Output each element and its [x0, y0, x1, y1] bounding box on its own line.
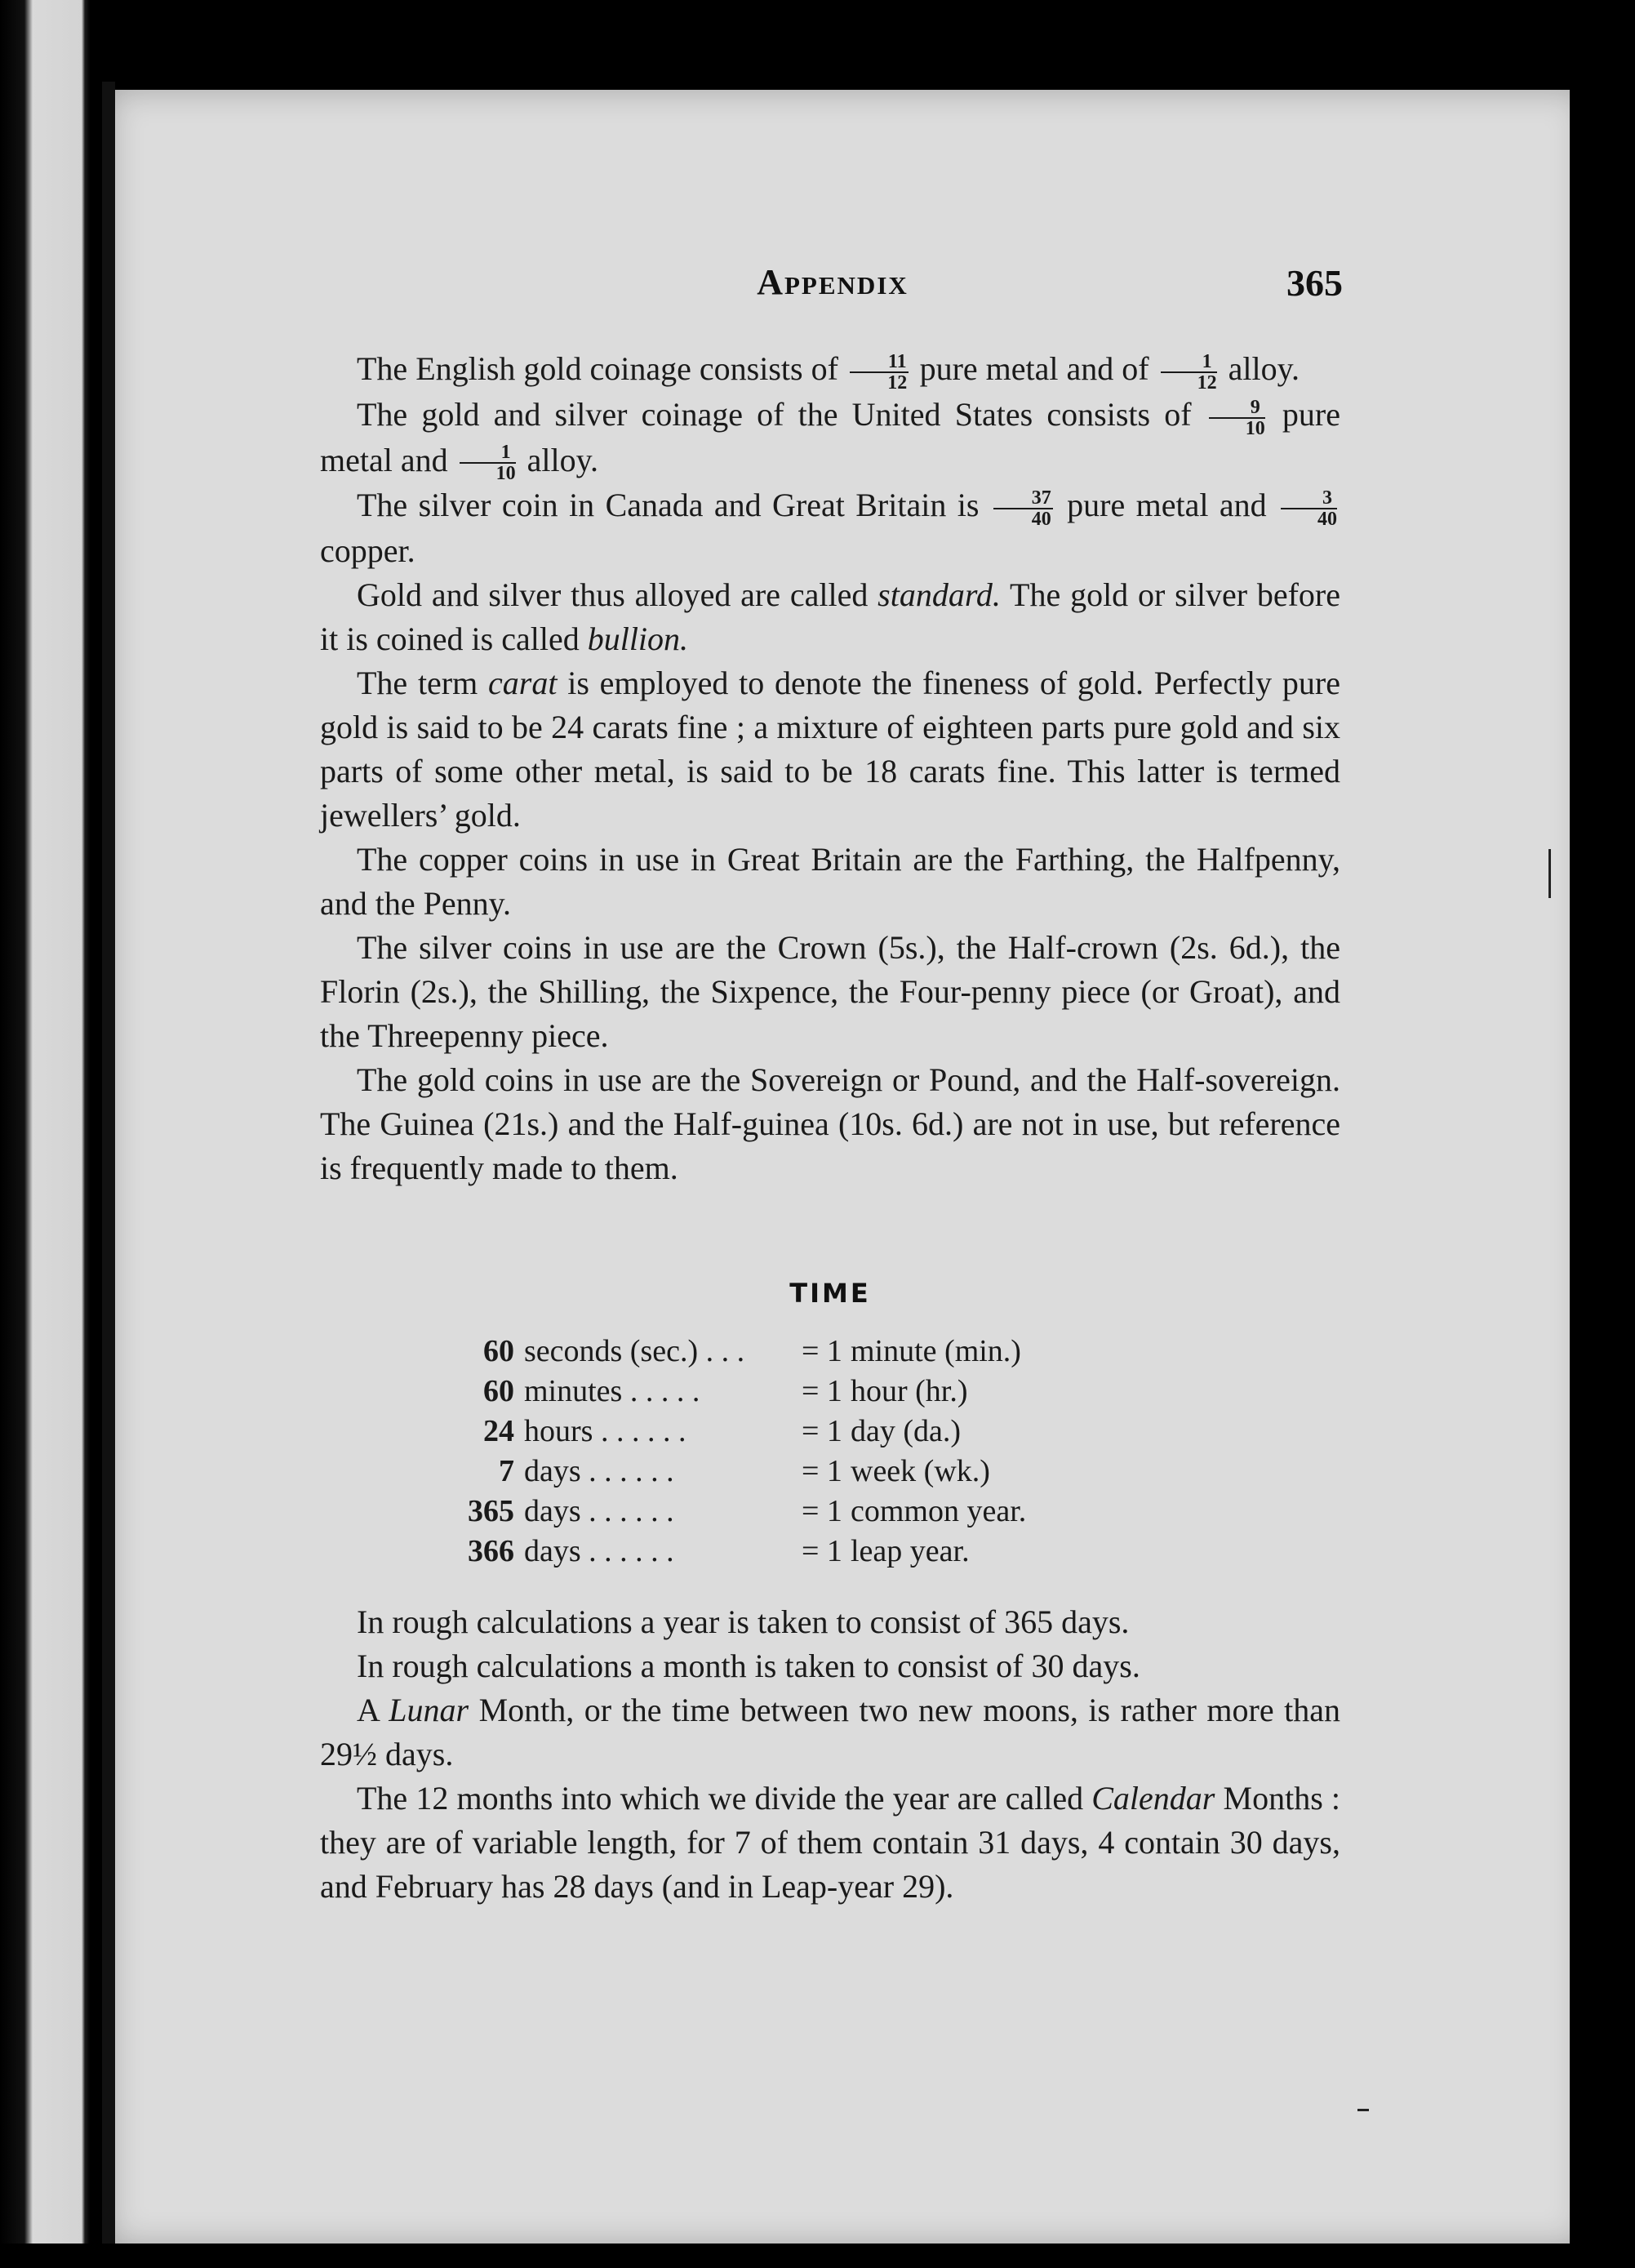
fraction — [1161, 352, 1217, 393]
scan-right-margin — [1570, 0, 1635, 2268]
para-text: alloy. — [1228, 350, 1300, 387]
paragraph-standard-bullion — [320, 573, 1340, 661]
time-qty: 60 — [483, 1333, 514, 1368]
time-result: minute (min.) — [851, 1333, 1021, 1368]
body-text-top — [320, 347, 1340, 1190]
paragraph-copper-coins: The copper coins in use in Great Britain are the Farthing, the Halfpenny, and the Penny. — [320, 841, 1340, 923]
fraction — [1209, 398, 1265, 438]
fraction-denominator: 10 — [495, 463, 516, 485]
para-text: Gold and silver thus alloyed are called — [357, 576, 869, 614]
fraction-numerator: 1 — [1161, 352, 1217, 373]
paragraph-silver-coins: The silver coins in use are the Crown (5s.), the Half-crown (2s. 6d.), the Florin (2s.), the Shilling, the Sixpence, the Four-penny piece (or Groat), and the Threepenny piece. — [320, 929, 1340, 1055]
term-carat: carat — [488, 665, 558, 702]
time-table — [441, 1331, 1216, 1571]
table-row — [441, 1371, 1216, 1411]
page-binding-edge — [102, 82, 115, 2268]
para-text: The 12 months into which we divide the year are called — [357, 1780, 1084, 1817]
time-result: common year. — [851, 1493, 1027, 1528]
time-qty: 365 — [468, 1493, 514, 1528]
term-bullion: bullion. — [587, 620, 689, 658]
fraction-numerator: 3 — [1281, 488, 1337, 509]
fraction-denominator: 40 — [1317, 509, 1338, 531]
scan-left-margin — [0, 0, 90, 2268]
page-number: 365 — [1286, 262, 1343, 304]
paragraph-gold-coins: The gold coins in use are the Sovereign or Pound, and the Half-sovereign. The Guinea (21s.) and the Half-guinea (10s. 6d.) are not in use, but reference is frequently made to them. — [320, 1061, 1340, 1187]
table-row — [441, 1531, 1216, 1571]
fraction-numerator: 37 — [993, 488, 1053, 509]
table-row — [441, 1331, 1216, 1371]
time-equals: = 1 — [802, 1333, 842, 1368]
fraction-numerator: 11 — [850, 352, 909, 373]
page-header — [322, 261, 1343, 310]
time-equals: = 1 — [802, 1493, 842, 1528]
section-title-time: TIME — [789, 1278, 871, 1309]
time-qty: 24 — [483, 1413, 514, 1448]
paragraph-month: In rough calculations a month is taken to consist of 30 days. — [357, 1648, 1140, 1684]
scan-bottom-margin — [0, 2244, 1635, 2268]
time-unit: minutes . . . . . — [524, 1373, 700, 1408]
paragraph-year: In rough calculations a year is taken to consist of 365 days. — [357, 1603, 1130, 1640]
time-equals: = 1 — [802, 1453, 842, 1488]
fraction-numerator: 9 — [1209, 398, 1265, 419]
para-text: The gold or silver before it is coined is called — [320, 576, 1341, 658]
time-qty: 60 — [483, 1373, 514, 1408]
fraction — [850, 352, 909, 393]
para-text: The English gold coinage consists of — [357, 350, 838, 387]
term-lunar: Lunar — [389, 1692, 469, 1728]
time-unit: days . . . . . . — [524, 1533, 674, 1568]
time-result: leap year. — [851, 1533, 970, 1568]
fraction-denominator: 12 — [1197, 371, 1217, 394]
time-equals: = 1 — [802, 1413, 842, 1448]
time-equals: = 1 — [802, 1533, 842, 1568]
table-row — [441, 1491, 1216, 1531]
para-text: pure metal and — [320, 395, 1340, 478]
time-result: week (wk.) — [851, 1453, 990, 1488]
paragraph-calendar-months — [320, 1777, 1340, 1909]
term-standard: standard. — [877, 576, 1001, 614]
scan-speck — [1357, 2109, 1369, 2111]
table-row — [441, 1411, 1216, 1451]
body-text-bottom — [320, 1600, 1340, 1909]
time-qty: 7 — [499, 1453, 514, 1488]
para-text: A — [357, 1692, 379, 1728]
time-unit: hours . . . . . . — [524, 1413, 686, 1448]
paragraph-carat — [320, 661, 1340, 838]
fraction — [1281, 488, 1337, 529]
para-text: copper. — [320, 532, 415, 570]
para-text: alloy. — [526, 441, 598, 478]
time-unit: seconds (sec.) . . . — [524, 1333, 745, 1368]
scan-speck — [1548, 849, 1551, 898]
para-text: pure metal and of — [919, 350, 1149, 387]
para-text: pure metal and — [1067, 487, 1267, 524]
time-result: day (da.) — [851, 1413, 962, 1448]
para-text: Months : they are of variable length, for 7 of them contain 31 days, 4 contain 30 days, and February has 28 days (and in Leap-year 29). — [320, 1780, 1341, 1905]
time-unit: days . . . . . . — [524, 1453, 674, 1488]
time-result: hour (hr.) — [851, 1373, 968, 1408]
fraction-denominator: 12 — [887, 371, 908, 394]
fraction-denominator: 40 — [1031, 509, 1051, 531]
para-text: The gold and silver coinage of the United States consists of — [357, 395, 1192, 433]
time-unit: days . . . . . . — [524, 1493, 674, 1528]
fraction-denominator: 10 — [1245, 417, 1265, 439]
para-text: Month, or the time between two new moons, is rather more than 29½ days. — [320, 1692, 1341, 1772]
fraction — [460, 442, 516, 483]
para-text: is employed to denote the fineness of gold. Perfectly pure gold is said to be 24 carats fine ; a mixture of eighteen parts pure gold and six parts of some other metal, is said to be 18 carats fine. This latter is termed jewellers’ gold. — [320, 665, 1340, 834]
fraction-numerator: 1 — [460, 442, 516, 464]
para-text: The term — [357, 665, 478, 702]
table-row — [441, 1451, 1216, 1491]
paragraph-english-gold — [320, 347, 1340, 393]
running-head: Appendix — [757, 262, 909, 302]
paragraph-lunar-month — [320, 1688, 1340, 1777]
para-text: The silver coin in Canada and Great Britain is — [357, 487, 980, 524]
paragraph-silver-coin — [320, 483, 1340, 573]
time-equals: = 1 — [802, 1373, 842, 1408]
fraction — [993, 488, 1053, 529]
time-qty: 366 — [468, 1533, 514, 1568]
term-calendar: Calendar — [1091, 1780, 1215, 1817]
paragraph-us-coinage — [320, 393, 1340, 484]
